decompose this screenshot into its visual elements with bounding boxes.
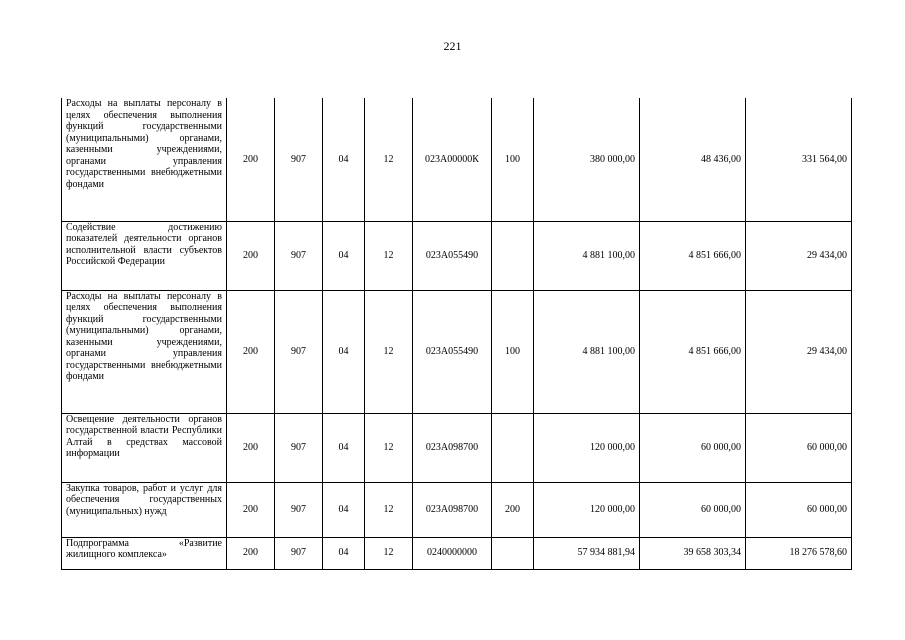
table-row [62,413,852,482]
done-amount: 4 851 666,00 [640,290,746,413]
code-cell: 200 [492,482,534,537]
table-row [62,290,852,413]
code-cell [492,221,534,290]
budget-table [61,98,852,570]
code-cell: 12 [365,221,413,290]
rest-amount: 60 000,00 [746,482,852,537]
plan-amount: 120 000,00 [534,413,640,482]
code-cell: 04 [323,290,365,413]
code-cell: 0240000000 [413,537,492,569]
table-row [62,537,852,569]
code-cell: 04 [323,98,365,221]
code-cell: 907 [275,413,323,482]
code-cell: 12 [365,482,413,537]
code-cell: 200 [227,482,275,537]
code-cell: 200 [227,221,275,290]
table-row [62,482,852,537]
code-cell: 12 [365,98,413,221]
code-cell: 023А055490 [413,221,492,290]
expense-name: Содействие достижению показателей деятельности органов исполнительной власти субъектов Российской Федерации [62,221,227,290]
code-cell: 200 [227,98,275,221]
code-cell: 907 [275,221,323,290]
code-cell: 04 [323,537,365,569]
code-cell: 907 [275,290,323,413]
code-cell: 12 [365,290,413,413]
code-cell: 04 [323,413,365,482]
code-cell: 907 [275,98,323,221]
code-cell [492,537,534,569]
expense-name: Закупка товаров, работ и услуг для обеспечения государственных (муниципальных) нужд [62,482,227,537]
code-cell: 04 [323,482,365,537]
code-cell: 12 [365,413,413,482]
rest-amount: 331 564,00 [746,98,852,221]
plan-amount: 4 881 100,00 [534,221,640,290]
page-number: 221 [443,39,462,53]
done-amount: 48 436,00 [640,98,746,221]
done-amount: 4 851 666,00 [640,221,746,290]
expense-name: Расходы на выплаты персоналу в целях обеспечения выполнения функций государственными (муниципальными) органами, казенными учреждениями, органами управления государственными внебюджетными фондами [62,290,227,413]
rest-amount: 18 276 578,60 [746,537,852,569]
table-row [62,221,852,290]
code-cell: 200 [227,413,275,482]
code-cell: 12 [365,537,413,569]
expense-name: Подпрограмма «Развитие жилищного комплекса» [62,537,227,569]
expense-name: Расходы на выплаты персоналу в целях обеспечения выполнения функций государственными (муниципальными) органами, казенными учреждениями, органами управления государственными внебюджетными фондами [62,98,227,221]
table-row [62,98,852,221]
rest-amount: 29 434,00 [746,221,852,290]
code-cell: 04 [323,221,365,290]
plan-amount: 380 000,00 [534,98,640,221]
code-cell: 907 [275,482,323,537]
done-amount: 60 000,00 [640,413,746,482]
rest-amount: 60 000,00 [746,413,852,482]
plan-amount: 57 934 881,94 [534,537,640,569]
code-cell: 023А098700 [413,413,492,482]
code-cell [492,413,534,482]
code-cell: 023А055490 [413,290,492,413]
code-cell: 907 [275,537,323,569]
plan-amount: 4 881 100,00 [534,290,640,413]
done-amount: 60 000,00 [640,482,746,537]
plan-amount: 120 000,00 [534,482,640,537]
rest-amount: 29 434,00 [746,290,852,413]
expense-name: Освещение деятельности органов государственной власти Республики Алтай в средствах массовой информации [62,413,227,482]
code-cell: 023А098700 [413,482,492,537]
code-cell: 100 [492,290,534,413]
code-cell: 200 [227,537,275,569]
code-cell: 023А00000К [413,98,492,221]
code-cell: 200 [227,290,275,413]
code-cell: 100 [492,98,534,221]
done-amount: 39 658 303,34 [640,537,746,569]
